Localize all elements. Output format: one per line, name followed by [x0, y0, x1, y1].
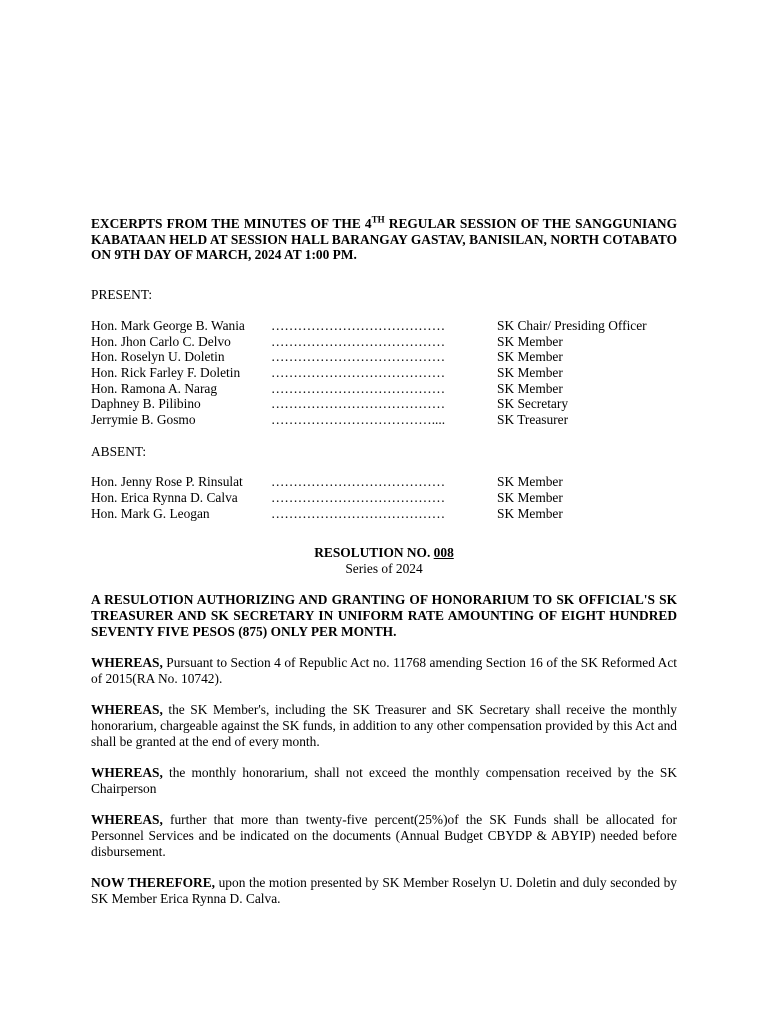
- attendee-role: SK Chair/ Presiding Officer: [497, 317, 647, 333]
- leader-dots: …………………………………: [271, 364, 446, 380]
- attendee-name: Hon. Jhon Carlo C. Delvo: [91, 333, 231, 349]
- minutes-heading: [91, 216, 677, 263]
- attendee-row: [91, 490, 677, 506]
- heading-superscript: TH: [371, 214, 385, 225]
- now-therefore-paragraph: [91, 875, 677, 906]
- leader-dots: …………………………………: [271, 349, 446, 365]
- leader-dots: ………………………………....: [271, 411, 446, 427]
- leader-dots: …………………………………: [271, 474, 446, 490]
- leader-dots: …………………………………: [271, 490, 446, 506]
- paragraph-text: Pursuant to Section 4 of Republic Act no. 11768 amending Section 16 of the SK Reformed Act of 2015(RA No. 10742).: [91, 655, 677, 686]
- attendee-role: SK Member: [497, 474, 563, 490]
- attendee-row: [91, 474, 677, 490]
- heading-text: EXCERPTS FROM THE MINUTES OF THE 4: [91, 216, 372, 231]
- attendee-row: [91, 381, 677, 397]
- attendee-row: [91, 349, 677, 365]
- attendee-row: [91, 396, 677, 412]
- attendee-role: SK Member: [497, 490, 563, 506]
- present-label: PRESENT:: [91, 287, 153, 303]
- attendee-name: Hon. Erica Rynna D. Calva: [91, 490, 238, 506]
- absent-list: [91, 474, 677, 521]
- leader-dots: …………………………………: [271, 317, 446, 333]
- attendee-name: Hon. Mark G. Leogan: [91, 505, 210, 521]
- leader-dots: …………………………………: [271, 333, 446, 349]
- paragraph-text: further that more than twenty-five percent(25%)of the SK Funds shall be allocated for Personnel Services and be indicated on the documents (Annual Budget CBYDP & ABYIP) needed before disbursement.: [91, 812, 677, 859]
- attendee-role: SK Secretary: [497, 396, 569, 412]
- leader-dots: …………………………………: [271, 505, 446, 521]
- whereas-paragraph: [91, 655, 677, 686]
- attendee-row: [91, 318, 677, 334]
- attendee-role: SK Member: [497, 333, 563, 349]
- paragraph-keyword: WHEREAS,: [91, 812, 163, 828]
- resolution-title-text: RESOLUTION NO.: [314, 545, 434, 561]
- attendee-name: Hon. Jenny Rose P. Rinsulat: [91, 474, 243, 490]
- attendee-name: Hon. Rick Farley F. Doletin: [91, 364, 241, 380]
- attendee-name: Hon. Ramona A. Narag: [91, 380, 218, 396]
- paragraph-keyword: WHEREAS,: [91, 765, 163, 781]
- attendee-name: Jerrymie B. Gosmo: [91, 411, 196, 427]
- attendee-name: Hon. Mark George B. Wania: [91, 317, 245, 333]
- paragraph-keyword: WHEREAS,: [91, 702, 163, 718]
- resolution-title: [91, 545, 677, 561]
- resolution-header: [91, 545, 677, 576]
- attendee-row: [91, 506, 677, 522]
- document-page: [91, 216, 677, 906]
- paragraph-text: the monthly honorarium, shall not exceed the monthly compensation received by the SK Chairperson: [91, 765, 677, 796]
- attendee-role: SK Member: [497, 349, 563, 365]
- attendee-row: [91, 334, 677, 350]
- attendee-role: SK Member: [497, 505, 563, 521]
- paragraph-text: upon the motion presented by SK Member Roselyn U. Doletin and duly seconded by SK Member Erica Rynna D. Calva.: [91, 875, 677, 906]
- attendee-name: Daphney B. Pilibino: [91, 396, 201, 412]
- paragraph-text: the SK Member's, including the SK Treasurer and SK Secretary shall receive the monthly honorarium, chargeable against the SK funds, in addition to any other compensation provided by this Act and shall be granted at the end of every month.: [91, 702, 677, 749]
- whereas-paragraph: [91, 812, 677, 859]
- absent-label: ABSENT:: [91, 443, 147, 459]
- resolution-series: Series of 2024: [345, 561, 423, 577]
- heading-text-continued: REGULAR SESSION OF THE SANGGUNIANG KABATAAN HELD AT SESSION HALL BARANGAY GASTAV, BANISILAN, NORTH COTABATO ON 9TH DAY OF MARCH, 2024 AT 1:00 PM.: [91, 216, 677, 263]
- whereas-paragraph: [91, 702, 677, 749]
- leader-dots: …………………………………: [271, 396, 446, 412]
- paragraph-keyword: NOW THEREFORE,: [91, 875, 216, 891]
- whereas-paragraph: [91, 765, 677, 796]
- leader-dots: …………………………………: [271, 380, 446, 396]
- attendee-name: Hon. Roselyn U. Doletin: [91, 349, 225, 365]
- attendee-role: SK Member: [497, 364, 563, 380]
- present-list: [91, 318, 677, 428]
- attendee-row: [91, 412, 677, 428]
- attendee-row: [91, 365, 677, 381]
- attendee-role: SK Member: [497, 380, 563, 396]
- paragraph-keyword: WHEREAS,: [91, 655, 163, 671]
- attendee-role: SK Treasurer: [497, 411, 569, 427]
- resolution-number: 008: [433, 545, 454, 561]
- resolution-subject: A RESULOTION AUTHORIZING AND GRANTING OF HONORARIUM TO SK OFFICIAL'S SK TREASURER AND SK SECRETARY IN UNIFORM RATE AMOUNTING OF EIGHT HUNDRED SEVENTY FIVE PESOS (875) ONLY PER MONTH.: [91, 592, 677, 639]
